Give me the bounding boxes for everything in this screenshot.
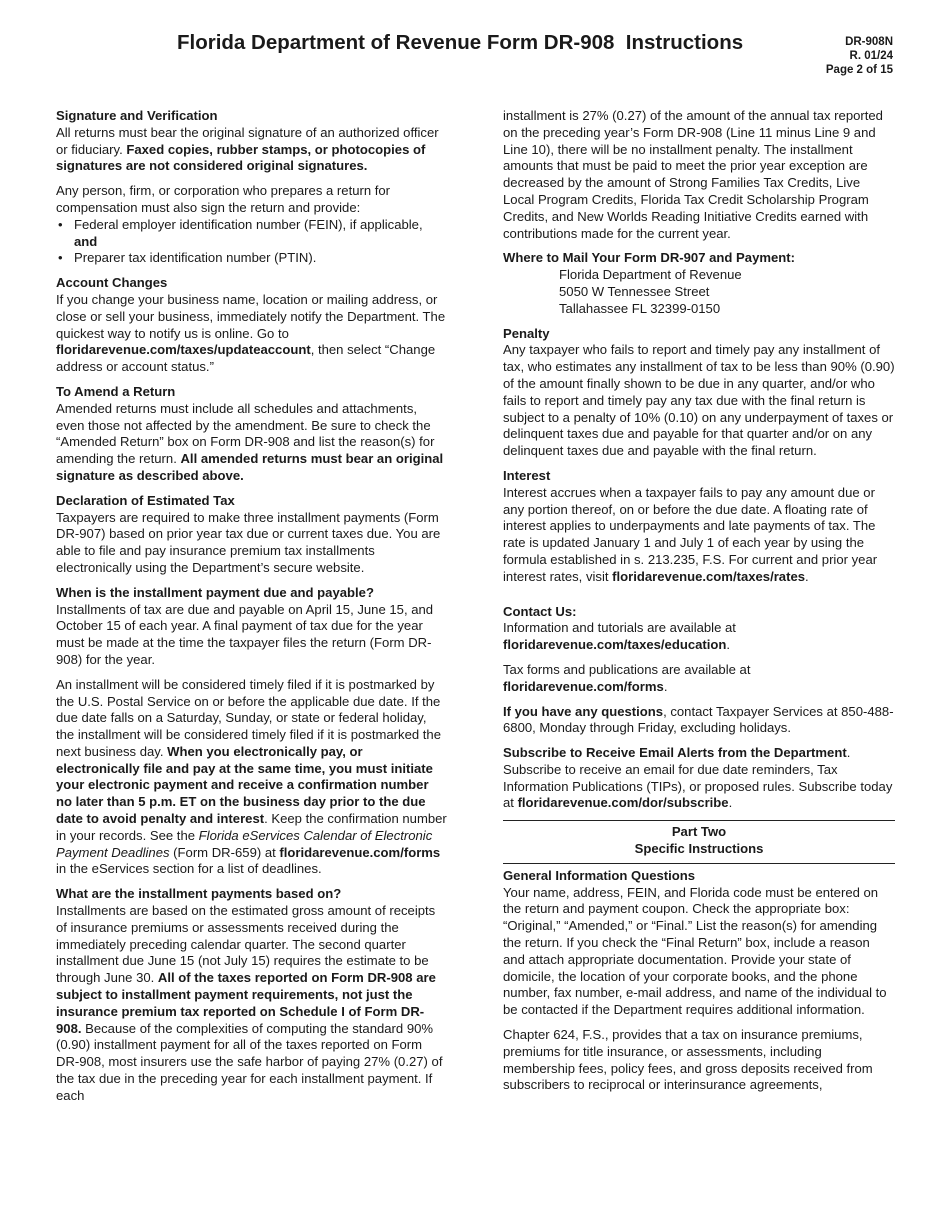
page-number: Page 2 of 15 [825,64,893,76]
penalty-heading: Penalty [503,325,550,341]
timely-filed-paragraph: An installment will be considered timely filed if it is postmarked by the U.S. Postal Service on or before the applicable due date. If the due date falls on a Saturday, Sunday, or state or federal holiday, the installment will be considered timely filed if it is postmarked the next business day. When you electronically pay, or electronically file and pay at the same time, you must initiate your electronic payment and receive a confirmation number no later than 5 p.m. ET on the business day prior to the due date to avoid penalty and interest. Keep the confirmation number in your records. See the Florida eServices Calendar of Electronic Payment Deadlines (Form DR-659) at floridarevenue.com/forms in the eServices section for a list of deadlines. [56,676,447,877]
mail-heading: Where to Mail Your Form DR-907 and Payment: [503,250,795,266]
installment-basis-heading: What are the installment payments based on? [56,886,342,902]
penalty-paragraph: Any taxpayer who fails to report and timely pay any installment of tax, who estimates any installment of tax to be less than 90% (0.90) of the amount finally shown to be due in any quarter, and/or who fails to report and timely pay any tax due with the final return is subject to a penalty of 10% (0.10) on any underpayment of taxes or delinquent taxes due and payable for that quarter and/or on any delinquent taxes due and payable with the final return. [503,342,895,459]
page-title: Florida Department of Revenue Form DR-908 Instructions [177,31,744,54]
account-changes-paragraph: If you change your business name, location or mailing address, or close or sell your business, immediately notify the Department. The quickest way to notify us is online. Go to floridarevenue.com/taxes/updateaccount, then select “Change address or account status.” [56,291,446,375]
left-column [56,108,448,1105]
preparer-list [56,217,448,267]
signature-heading: Signature and Verification [56,108,218,123]
mailing-address [503,267,895,317]
part-two-label: Part Two [671,824,727,840]
specific-instructions-label: Specific Instructions [634,841,764,857]
list-item: • Preparer tax identification number (PTIN). [56,250,448,267]
installment-basis-paragraph: Installments are based on the estimated gross amount of receipts of insurance premiums or assessments received during the immediately preceding calendar quarter. The second quarter installment due June 15 (not July 15) requires the estimate to be through June 30. All of the taxes reported on Form DR-908 are subject to installment payment requirements, not just the insurance premium tax reported on Schedule I of Form DR-908. Because of the complexities of computing the standard 90% (0.90) installment payment for all of the taxes reported on Form DR-908, most insurers use the safe harbor of paying 27% (0.27) of the tax due in the preceding year for each installment payment. If each [56,903,443,1103]
estimated-tax-heading: Declaration of Estimated Tax [56,492,235,508]
estimated-tax-paragraph: Taxpayers are required to make three installment payments (Form DR-907) based on prior year tax due or current taxes due. You are able to file and pay insurance premium tax installments electronically using the Department’s secure website. [56,509,441,575]
interest-paragraph: Interest accrues when a taxpayer fails to pay any amount due or any portion thereof, on or before the due date. A floating rate of interest applies to underpayments and late payments of tax. The rate is updated January 1 and July 1 of each year by using the formula established in s. 213.235, F.S. For current and prior year interest rates, visit floridarevenue.com/taxes/rates. [503,484,878,584]
forms-paragraph: Tax forms and publications are available at floridarevenue.com/forms. [503,661,751,694]
divider [503,863,895,864]
education-paragraph: Information and tutorials are available at floridarevenue.com/taxes/education. [503,620,736,653]
chapter-624-paragraph: Chapter 624, F.S., provides that a tax on insurance premiums, premiums for title insurance, or assessments, including membership fees, policy fees, and gross deposits received from subscribers to reciprocal or interinsurance agreements, [503,1027,873,1093]
right-column [503,108,895,1094]
form-id-block [826,35,893,77]
education-link[interactable]: floridarevenue.com/taxes/education [503,637,727,653]
amend-heading: To Amend a Return [56,383,176,399]
general-info-paragraph: Your name, address, FEIN, and Florida code must be entered on the return and payment coupon. Check the appropriate box: “Original,” “Amended,” or “Final.” List the reason(s) for amending the return. If you check the “Final Return” box, include a reason and attach appropriate documentation. Provide your state of domicile, the location of your corporate books, and the phone number, fax number, e-mail address, and name of the individual to be contacted if the Department requires additional information. [503,884,887,1018]
installment-due-heading: When is the installment payment due and payable? [56,584,374,600]
form-number: DR-908N [845,36,893,48]
part-two-banner [503,821,895,863]
address-line: 5050 W Tennessee Street [559,283,710,299]
forms-link[interactable]: floridarevenue.com/forms [503,678,664,694]
questions-paragraph: If you have any questions, contact Taxpayer Services at 850-488-6800, Monday through Friday, excluding holidays. [503,703,894,736]
interest-heading: Interest [503,467,551,483]
amend-paragraph: Amended returns must include all schedules and attachments, even those not affected by the amendment. Be sure to check the “Amended Return” box on Form DR-908 and list the reason(s) for amending the return. All amended returns must bear an original signature as described above. [56,400,444,483]
rates-link[interactable]: floridarevenue.com/taxes/rates [612,568,806,584]
address-line: Florida Department of Revenue [559,267,742,283]
update-account-link[interactable]: floridarevenue.com/taxes/updateaccount [56,342,311,358]
forms-link[interactable]: floridarevenue.com/forms [279,844,441,860]
subscribe-link[interactable]: floridarevenue.com/dor/subscribe [517,795,729,811]
signature-paragraph: All returns must bear the original signature of an authorized officer or fiduciary. Faxed copies, rubber stamps, or photocopies of signatures are not considered original signatures. [56,124,439,174]
preparer-paragraph: Any person, firm, or corporation who prepares a return for compensation must also sign the return and provide: [56,183,391,215]
general-info-heading: General Information Questions [503,867,696,883]
subscribe-paragraph: Subscribe to Receive Email Alerts from the Department. Subscribe to receive an email for due date reminders, Tax Information Publications (TIPs), or proposed rules. Subscribe today at floridarevenue.com/dor/subscribe. [503,745,893,811]
list-item: • Federal employer identification number (FEIN), if applicable, and [56,217,448,251]
installment-continued-paragraph: installment is 27% (0.27) of the amount of the annual tax reported on the preceding year’s Form DR-908 (Line 11 minus Line 9 and Line 10), there will be no installment penalty. The installment amounts that must be paid to meet the prior year exception are decreased by the amount of Strong Families Tax Credits, Live Local Program Credits, Florida Tax Credit Scholarship Program Credits, and New Worlds Reading Initiative Credits earned with contributions made for the current year. [503,108,883,241]
contact-heading: Contact Us: [503,603,577,619]
account-changes-heading: Account Changes [56,275,168,291]
address-line: Tallahassee FL 32399-0150 [559,300,721,316]
installment-due-paragraph: Installments of tax are due and payable on April 15, June 15, and October 15 of each year. A final payment of tax due for the year must be made at the time the taxpayer files the return (Form DR-908) for the year. [56,601,434,667]
form-revision: R. 01/24 [849,50,893,62]
